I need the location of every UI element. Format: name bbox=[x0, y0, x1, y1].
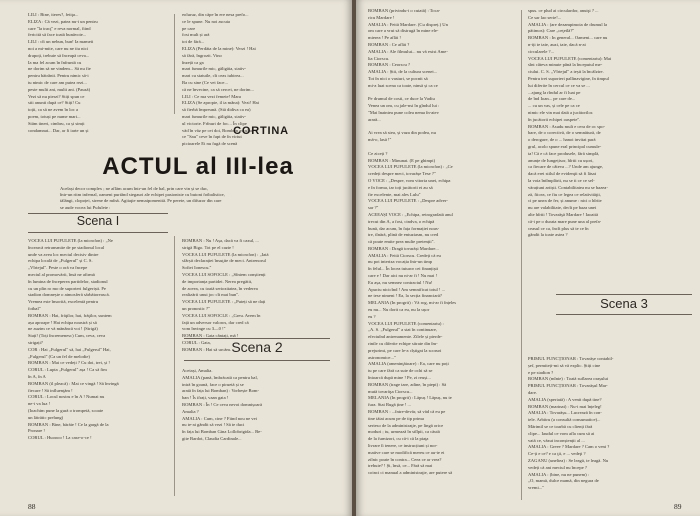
text-line: să fierbă împreună. (Stă didiva ca ea) bbox=[182, 107, 251, 113]
dialogue-line: PRIMUL FUNCȚIONAR : Tovarășul Mar- bbox=[528, 383, 608, 389]
dialogue-line: intră în goană, face o piruetă și se bbox=[182, 381, 244, 387]
dialogue-line: Sofiei Ionescu." bbox=[182, 265, 212, 271]
dialogue-line: ciului. C. S. „Vîrtejul" a ieșit la încălzire. bbox=[528, 69, 604, 75]
dialogue-line: vremi..." bbox=[528, 485, 545, 491]
dialogue-line: Amalia ? bbox=[182, 408, 199, 414]
dialogue-line: BOMBAN (marinat) : Nu-i mai înțeleg! bbox=[528, 403, 602, 409]
dialogue-line: ...ajung la rîndul ar fi luat pe bbox=[528, 89, 581, 95]
text-line: LILI : Bine, iteres?, fetiţa... bbox=[28, 12, 79, 17]
dialogue-line: BOMBAN (il pleacă) : Mai ce vingă ! Să învingă bbox=[28, 380, 119, 386]
dialogue-line: bună, dar acum, în fața formației noas- bbox=[368, 225, 440, 231]
dialogue-line: de importanța partidei. Nerea pregătit, bbox=[182, 278, 253, 284]
dialogue-line: AMALIA : Ale filmului... nu vă exist Ame- bbox=[368, 48, 448, 54]
left-bottom-divider bbox=[174, 236, 175, 496]
dialogue-line: nu are valabilitate, decît pe baza unei bbox=[528, 205, 597, 211]
dialogue-line bbox=[368, 124, 518, 130]
dialogue-line: sînt câteva minute până la începutul me- bbox=[528, 62, 603, 68]
scene2-heading: Scena 2 bbox=[231, 339, 283, 355]
dialogue-line: AMALIA : Greee ? Mardare ? Cam o veni ? bbox=[528, 444, 610, 450]
text-line: pentru bătrânii. Pentru nimic să-i bbox=[28, 73, 89, 79]
dialogue-line: grul, acolo spune eral principal cumule- bbox=[528, 143, 602, 149]
dialogue-line bbox=[368, 90, 518, 96]
stage-direction-line: tălăngi, clopoței, sirene de mînă. Agitaţie nemaipomenită. Pe perete, un difuzor din care bbox=[60, 198, 222, 204]
text-line: Vezi să nu pierzi? Stiți spun ce bbox=[28, 93, 85, 99]
dialogue-line: Pe drumul de costi, ce duce la Vadiu bbox=[368, 96, 435, 102]
dialogue-line: mă-o, lasă !" bbox=[368, 137, 392, 143]
text-line: ELIZA (Se apropie, il ia mâna): Vezi! Hai bbox=[182, 100, 259, 106]
dialogue-line: cu un plin ro mo de suporteri fulgeriști. Pe bbox=[28, 285, 106, 291]
dialogue-line: Eu așa, nu semnez contractul ! Nu! bbox=[368, 279, 433, 285]
scene2-rule-bottom bbox=[184, 360, 330, 361]
dialogue-line: BOMBAN : ...între-devăr, să văd că eu pe bbox=[368, 409, 446, 415]
text-line: mari fumurile mic, găligăia, stativ- bbox=[182, 113, 247, 119]
dialogue-line: astronomice..." bbox=[368, 354, 396, 360]
text-line: Ba cu sine (Ce vei face... bbox=[182, 79, 228, 85]
text-line: ce "Sau" ceve în fapt de în virtut bbox=[182, 134, 242, 140]
dialogue-line: MELANIA (In progrit) : Vă rog, mi-ar fi înțeles bbox=[368, 300, 457, 306]
dialogue-line: arată în fața lui Bomban) : Vorbește Bom- bbox=[182, 388, 260, 394]
dialogue-line: ... cu un vas, și cele pe ca ce bbox=[528, 103, 580, 109]
scene3-heading: Scena 3 bbox=[600, 296, 648, 311]
text-line: noi a mi-mite, care nu ne tiu nici bbox=[28, 45, 88, 51]
dialogue-line: Pronare ! bbox=[28, 428, 45, 434]
left-top-divider bbox=[174, 14, 175, 114]
dialogue-line: alte hîrtii ! Tovarăşă Mardare ! Iaoaită bbox=[528, 211, 598, 217]
dialogue-line: mative care se modifică mereu ce au-te ei bbox=[368, 449, 445, 455]
text-line: peste multi ani, multi ani. (Pauză) bbox=[28, 86, 91, 92]
text-line: pe care bbox=[182, 25, 196, 31]
dialogue-line: ta! Că e că face produsele, fără simplă, bbox=[528, 150, 600, 156]
dialogue-line: efectuînd antrenamente. Zilele și pierde- bbox=[368, 334, 443, 340]
dialogue-line: strigați? bbox=[28, 339, 43, 345]
dialogue-line: BOMBAN : Nu ! Așa, dacă va fi cazul, ... bbox=[182, 238, 259, 243]
text-line: Stăm tineri, cimbru, ca și simți bbox=[28, 120, 85, 126]
scene1-text bbox=[28, 238, 170, 442]
mid-column-text bbox=[182, 238, 332, 354]
dialogue-line: „Fulgerul" (Ca un fel de melodie) bbox=[28, 353, 90, 359]
dialogue-line: care e ! Dar aici nu ni-ar fi ! Nu mai ! bbox=[368, 273, 437, 279]
text-line: poem, totuși pe nume mari... bbox=[28, 113, 81, 119]
dialogue-line: PRIMUL FUNCȚIONAR : Tovarășe contabil- bbox=[528, 356, 614, 361]
dialogue-line: meciul al promovării, însă ne afirmă bbox=[28, 271, 95, 277]
text-line: stii anunti după ce? Stiți! Cu bbox=[28, 100, 81, 106]
dialogue-line: rinile cu diferite echipe sitrate din îm- bbox=[368, 341, 438, 347]
dialogue-line: Ce-ți e ce? e ca ţii, e ... vedeţi ? bbox=[528, 451, 586, 457]
dialogue-line: mută tovarăşa Ciorscu... bbox=[368, 388, 413, 394]
dialogue-line: COR : Hai „Fulgerul" să, hai „Fulgerul" Hai, bbox=[28, 346, 111, 352]
dialogue-line: unde va avea loc meciul decisiv dintre bbox=[28, 251, 99, 257]
dialogue-line: BOMBAN : Hai, frăţilor, hai, frăţilor, suntem bbox=[28, 312, 112, 318]
text-line: fericită să face toată bunăvoie... bbox=[28, 32, 87, 38]
act-title: ACTUL al III-lea bbox=[102, 153, 294, 180]
dialogue-line: AMALIA : (bine, nu ne punem) : bbox=[528, 471, 590, 477]
dialogue-line: VOCEA LUI PUFULETE (comentariu) : bbox=[368, 320, 444, 326]
scene2-text bbox=[182, 368, 334, 443]
dialogue-line: AMALIA : (are dezampimoia de drumul la bbox=[528, 21, 608, 27]
scene1-heading: Scena I bbox=[76, 214, 120, 228]
dialogue-line: ceasul ce ca, încît plus să te ce în bbox=[528, 225, 589, 231]
dialogue-line: BOMBAN : Gata cântați, mă ! bbox=[182, 333, 239, 339]
dialogue-line: nimic ele vin mai dată a jucătorilor. bbox=[528, 109, 594, 115]
text-line: ELIZA : Că vezi, patea nu-i un pentru bbox=[28, 18, 98, 24]
dialogue-line: șef, permiteți-mi să vă explic. Știți cine bbox=[528, 362, 601, 368]
text-line: mari fumurile mic, găligăia, stativ- bbox=[182, 66, 247, 72]
dialogue-line: vom învinge cu 3—0 !" bbox=[182, 326, 226, 332]
dialogue-line: e pe stadion ? bbox=[528, 369, 554, 375]
dialogue-line: de aceea, cu toată seriozitatea, în vederea bbox=[182, 285, 258, 291]
dialogue-line: zilnic poate în contra... Ceea ce ar vrea? bbox=[368, 456, 442, 462]
dialogue-line: sfârșit declarației însuţite de meci. Antrenorul bbox=[182, 258, 266, 264]
left-top-column-1 bbox=[28, 12, 168, 134]
dialogue-line: moduri ; tu, urmează în stîlpii, ca căută bbox=[368, 429, 440, 435]
right-column-1 bbox=[368, 8, 518, 477]
cortina-heading: CORTINA bbox=[233, 125, 289, 137]
dialogue-line: că-i pe o durata mare pune una al prefa- bbox=[528, 218, 602, 224]
dialogue-line: o derogare, de o ... hanoi invitat pară bbox=[528, 137, 596, 143]
dialogue-line: Venea un om, cu jale-nsi în gîndul lui : bbox=[368, 103, 440, 109]
dialogue-line: față un adversor valoros, dar cred că bbox=[182, 319, 249, 325]
dialogue-line: în fața lui Bomban Gina Lollobrigida... Be- bbox=[182, 429, 262, 435]
dialogue-line: AMALIA : Feită Mardare. (Cu dispreț.) Un bbox=[368, 21, 448, 27]
dialogue-line: BOMBAN (mînie) : Toată suflarea orașului bbox=[528, 376, 609, 382]
dialogue-line: trebuie? ! Și, însă, ce... Fără să mai bbox=[368, 463, 433, 469]
dialogue-line: Pentru trei suporteri pallinavigine, în timpul bbox=[528, 75, 609, 81]
dialogue-line: mierea ! Pe aflăi ! bbox=[368, 35, 401, 41]
dialogue-line: BOMBAN (privindu-i o cutată) : Toca- bbox=[368, 8, 441, 13]
dialogue-line: O VOCE : „Despre, vom vitoria unei, echipa bbox=[368, 177, 451, 183]
dialogue-line: fie excelente, mai ales Lulu" bbox=[368, 191, 421, 197]
dialogue-line: „Vîrtejul". Peste o oră va începe bbox=[28, 265, 88, 271]
right-page bbox=[356, 0, 700, 516]
text-line: tu nimic de care am putea rezi... bbox=[28, 79, 87, 85]
dialogue-line: arară... bbox=[368, 116, 381, 122]
dialogue-line: gite Bardot, Claudia Cardinale... bbox=[182, 435, 242, 441]
dialogue-line: AMALIA : Cum, cine ? Fiind nou ne vei bbox=[182, 415, 257, 421]
dialogue-line: Ce sar lao serie!... bbox=[528, 14, 562, 20]
dialogue-line: ză, fiicea, ce fiu ce legea ce relativităţii, bbox=[528, 191, 601, 197]
dialogue-line bbox=[368, 144, 518, 150]
text-line: ne dorim să ne vindem... Să nu fie bbox=[28, 66, 91, 72]
dialogue-line: „O, mamă, dulce mamă, din negura de bbox=[528, 478, 599, 484]
dialogue-line: stadion domnește o atmosferă sărbătorească. bbox=[28, 292, 110, 298]
dialogue-line: VOCEA LUI PUFULETE (la microfon) : „Ce bbox=[368, 164, 453, 170]
dialogue-line: n-iți te taie, auzi, taie, dacă n-ai bbox=[528, 41, 586, 47]
dialogue-line: BOMBAN : Ceorscu ? bbox=[368, 62, 410, 68]
dialogue-line: ne tese nimeni ! Ea, la secția financiară? bbox=[368, 293, 442, 299]
dialogue-line: sar ?" bbox=[368, 205, 379, 211]
dialogue-line: CORUL : Huoooo ! La case-o-ce ! bbox=[28, 435, 92, 441]
dialogue-line: pătimos): Care „ceţeilă?" bbox=[528, 28, 575, 34]
dialogue-line: încearcă retransmite de pe stadionul local bbox=[28, 244, 105, 250]
dialogue-line: AMALIA (pană, îmbrăcată ca pentru bal, bbox=[182, 374, 258, 380]
dialogue-line: Vremea este însorită, excelentă pentru bbox=[28, 299, 99, 305]
dialogue-line: Stați! (Toți încremenesc) Cum, ceva, ceva bbox=[28, 333, 106, 339]
dialogue-line: nu te-ai gândit să vezi ! Să te duci bbox=[182, 422, 245, 428]
dialogue-line: coinci ci manual a administraţie, are putere să bbox=[368, 470, 453, 476]
text-line: că ne învecine, ca să cercei, ne dorim... bbox=[182, 86, 254, 92]
dialogue-line: credeți despre meci, tovarășe Tese ?" bbox=[368, 171, 436, 177]
text-line: ELIZA (Perdăta de la mine): Verzi ! Hai bbox=[182, 45, 256, 51]
scene3-rule-top bbox=[556, 294, 692, 295]
dialogue-line: de înd Ioan... pe care de... bbox=[528, 96, 576, 102]
dialogue-line: ZAGANU (uneltea) : Se leagă, te leagă. Nu bbox=[528, 457, 609, 463]
dialogue-line: AMALIA : Feită Ciorscu. Credeți că eu bbox=[368, 252, 441, 258]
dialogue-line: VOCEA LUI PUFULETE (la microfon) : „Ne bbox=[28, 238, 113, 243]
dialogue-line: circularele ?... bbox=[528, 48, 555, 54]
text-line: care "la tracţ" e reva normal, fiind bbox=[28, 25, 91, 31]
dialogue-line: strigă Bigo. Tot pe el cazie ! bbox=[182, 244, 234, 250]
dialogue-line: realizării unui joc cît mai bun". bbox=[182, 292, 240, 298]
dialogue-line: VOCEA LUI PUFULETE : „Puteți să ne dați bbox=[182, 299, 266, 305]
dialogue-line: în felul... În locea tuturor cei finanțiști bbox=[368, 266, 439, 272]
dialogue-line: BOMBAN : Ce aflăi ? bbox=[368, 41, 410, 47]
text-line: eoluruz, din căpe în ere nesa prefo... bbox=[182, 12, 249, 17]
text-line: mari cu statuile, cît ceas iubirea... bbox=[182, 73, 244, 79]
dialogue-line: ACEEAȘI VOCE : „Echipa, retrogradată anul bbox=[368, 211, 453, 217]
dialogue-line: un lătrătic prelung) bbox=[28, 414, 64, 420]
dialogue-line: AMALIA (speriată) : A venit după tine? bbox=[528, 396, 602, 402]
dialogue-line: MELANIA (In progrit) : Lăpuș ! Lăpuș, nu te bbox=[368, 395, 452, 401]
dialogue-line: întoarcă după mine ! Pe, zi reuși... bbox=[368, 375, 431, 381]
dialogue-line: CORUL : Locul nostru e în A ! Numai nu bbox=[28, 394, 105, 400]
dialogue-line: CORUL : Lupta „Fulgerul" așa ! Ca să fim bbox=[28, 367, 107, 373]
text-line: să fără, îngrozit. Vino bbox=[182, 52, 222, 58]
dialogue-line: tine tăiai acum pe de tip prima bbox=[368, 415, 424, 421]
dialogue-line: clipe... Iaudul ce vom afla cum să ai bbox=[528, 430, 595, 436]
dialogue-line: Apuciu nicicînd ! Am semnificat totul ! ... bbox=[368, 286, 446, 292]
stage-direction-line: se aude vocea lui Pufulete : bbox=[60, 204, 111, 210]
text-line: ce le spune. Nu noi ascuta bbox=[182, 18, 230, 24]
dialogue-line: vată ce, văzut inconșienții al ... bbox=[528, 437, 585, 443]
dialogue-line: mi-a luat scena ca toate, ninsă și ca ce bbox=[368, 82, 438, 88]
dialogue-line: vedeți că ani meciul nu începe ? bbox=[528, 464, 587, 470]
dialogue-line: spus. ce plud ai circulardor, anuişi ? ... bbox=[528, 8, 599, 13]
text-line: înzeță ca ga bbox=[182, 59, 204, 65]
scene3-rule-bottom bbox=[556, 314, 692, 315]
dialogue-line: BOMBAN : Hai să urcăm. bbox=[182, 346, 232, 352]
dialogue-line: Tot în nici o vasturi, se pocnit să bbox=[368, 75, 428, 81]
dialogue-line: livrare îi tenere, ce instrucțiuni și nor- bbox=[368, 443, 438, 448]
dialogue-line: bare, de o corectivă, de o semnătură, de bbox=[528, 130, 601, 136]
dialogue-line: ban ! Îs ifrați, vaan gata ! bbox=[182, 395, 229, 401]
dialogue-line: AMALIA : Tovarășu... Lucrează în con- bbox=[528, 410, 602, 416]
text-line: drapoți, trebuie să înceapă ceva... bbox=[28, 52, 90, 58]
dialogue-line: serieso de la administraţie, pe lingă orice bbox=[368, 422, 444, 428]
dialogue-line: de la furnizori, cu că-i că la piaţa bbox=[368, 436, 429, 442]
dialogue-line: ricu Mardare ! bbox=[368, 14, 395, 20]
text-line: LILI : Ce ma vezi femeie! Mara bbox=[182, 93, 241, 99]
dialogue-line: VOCEA LUI SOFOCLE : „Greu. Avem în bbox=[182, 312, 261, 318]
dialogue-line: AMALIA (ameninţătoare) : Ea, care nu poți bbox=[368, 361, 449, 367]
dialogue-line: BOMBAN : Dragă tovarăși Mardare... bbox=[368, 245, 439, 251]
dialogue-line: "Mai înaintea pune colea nema în-aiev bbox=[368, 109, 439, 115]
text-line: LILI : cît un nebun, bun! Ia mameii bbox=[28, 39, 94, 45]
text-line: tot de fără... bbox=[182, 39, 205, 45]
right-divider bbox=[521, 10, 522, 500]
text-line: picioarele Ei nu fugă de scenă bbox=[182, 141, 238, 147]
text-line: ul victorie. Frînuri de foc... În clipe bbox=[182, 120, 247, 126]
dialogue-line: AMALIA : Știi, de la cultura scenei... bbox=[368, 69, 438, 75]
dialogue-line: BOMBAN : Minunat. (E pe ghimpi) bbox=[368, 157, 436, 163]
dialogue-line: BOMBAN : Bine, bărăie ! Ce la gargă de la bbox=[28, 421, 109, 427]
dialogue-line: prejurimi, pe care le-a cîștigat la scoruri bbox=[368, 347, 442, 353]
dialogue-line: VOCEA LUI SOFOCLE : „Sîntem conștienți bbox=[182, 271, 266, 277]
text-line: Ia ma fel acum în înfruntă cu bbox=[28, 59, 82, 65]
dialogue-line: ci pe unea de fer, și anume : nici o hîrtie bbox=[528, 198, 602, 204]
dialogue-line: dare. bbox=[528, 389, 538, 395]
dialogue-line: că poate emite prea multe pretenții". bbox=[368, 239, 435, 245]
dialogue-line: tre, tînără, plină de entuziasm, nu cred bbox=[368, 232, 439, 238]
dialogue-line: la voia întîmplării, nu se ti ce ce sel- bbox=[528, 177, 595, 183]
dialogue-line: eu ? bbox=[368, 313, 376, 319]
dialogue-line: trecut din A, a fost, cindva, o echipă bbox=[368, 218, 435, 224]
dialogue-line: om care a vrut să distrugă în mine ele- bbox=[368, 28, 439, 34]
dialogue-line: lui diferite în cercul ce ce va se ... bbox=[528, 82, 590, 88]
dialogue-line: tu pe care fără ca sute de ochi să se bbox=[368, 368, 433, 374]
dialogue-line: ne-i va lua ! bbox=[28, 401, 51, 407]
dialogue-line: Aceiași, Amalia. bbox=[182, 368, 213, 373]
dialogue-line: eu nu... Nu dorit ca eu, nu la ușor bbox=[368, 307, 430, 313]
dialogue-line: gândit la toate astea ? bbox=[528, 232, 568, 238]
dialogue-line: VOCEA LUI PUFULETE : „Despre adver- bbox=[368, 198, 448, 204]
dialogue-line: BOMBAN : In general... Oameni... care nu bbox=[528, 35, 608, 41]
right-column-2-bottom bbox=[528, 356, 688, 492]
dialogue-line: Ai vrea să stea, și vaza din podea, nu bbox=[368, 130, 436, 136]
dialogue-line: BOMBAN (trage tare, adine, în piept) : Să bbox=[368, 381, 447, 387]
dialogue-line: un pronostic ?" bbox=[182, 305, 210, 311]
dialogue-line: nu pot interiza vocația într-un timp bbox=[368, 259, 433, 265]
text-line: toții, ca să ne avem în loc a bbox=[28, 107, 79, 113]
dialogue-line: fura. Stai Rugă ține ! ... bbox=[368, 402, 411, 408]
dialogue-line: VOCEA LUI PUFULETE (la microfon) : „Iată bbox=[182, 251, 269, 257]
page-number-left: 88 bbox=[28, 502, 36, 511]
dialogue-line: Ce ziceți ? bbox=[368, 150, 388, 156]
dialogue-line: CORUL : Gata, bbox=[182, 339, 211, 345]
stage-direction-line: Același decor complex ; ne aflăm acum într-un fel de bal, prin care vin și se duc, bbox=[60, 186, 209, 191]
dialogue-line: vărațiuni artiști. Contabilitatea nu se bazea- bbox=[528, 184, 608, 190]
dialogue-line: în A, în A bbox=[28, 373, 46, 379]
dialogue-line: „A. S. „Fulgerul" a stat în continuare, bbox=[368, 327, 438, 333]
dialogue-line: tele. Arbitru (a consultă consumatice)... bbox=[528, 417, 601, 423]
dialogue-line: VOCEA LUI PUFULETE (comentariu): Mai bbox=[528, 55, 612, 61]
dialogue-line: lia Ciorscu. bbox=[368, 55, 390, 61]
scene1-rule-bottom bbox=[28, 232, 168, 233]
dialogue-line: BOMBAN : În ! Ce ceva nevoi domnișoară bbox=[182, 401, 262, 407]
dialogue-line: în lumina de începerea partidelor, stadionul bbox=[28, 278, 108, 284]
dialogue-line: BOMBAN : Mai ce vedeți ? Cu doi, trei, și ! bbox=[28, 360, 110, 366]
dialogue-line: dacă erei stilul de evidenţii să fi lăsat bbox=[528, 171, 596, 177]
dialogue-line: în jucătorii echipei oaspete". bbox=[528, 116, 581, 122]
stage-directions bbox=[60, 186, 320, 211]
stage-direction-line: într-un ritm infernal, oameni purtând stegauri ale echipei pasioniste cu butoni fotbalistice, bbox=[60, 192, 225, 198]
text-line: văd în văz pe cei doi, Bombon asculta bbox=[182, 127, 252, 133]
dialogue-line: ca fiecare de câteva ...? Unde am ajunge, bbox=[528, 164, 604, 170]
dialogue-line: e în forma, iar toți jucătorii ei au să bbox=[368, 184, 433, 190]
text-line: condamnat... Dar, ar fi iarte un și bbox=[28, 127, 89, 133]
dialogue-line: (Ioachim pune la gură o trompetă, scoate bbox=[28, 407, 104, 413]
dialogue-line: Mărimil se ce toarbă cu clienți fără bbox=[528, 423, 593, 429]
dialogue-line: ne auzim ce vă mănâncă voi ! (Strigă) bbox=[28, 326, 98, 332]
page-number-right: 89 bbox=[674, 502, 682, 511]
right-column-2-top bbox=[528, 8, 688, 239]
dialogue-line: anunțe de Iungețisor, hîrtii cu ușori, bbox=[528, 157, 594, 163]
dialogue-line: fiecare ! Să influenţăm ! bbox=[28, 387, 73, 393]
dialogue-line: așa aproape ! Hai echipa noastră și să bbox=[28, 319, 97, 325]
dialogue-line: BOMBAN : Asudu mult e cera de oc spo- bbox=[528, 123, 606, 129]
text-line: fost mult și ară bbox=[182, 32, 210, 38]
dialogue-line: fotbal" bbox=[28, 305, 41, 311]
dialogue-line: echipa locală de „Fulgerul" și C. S. bbox=[28, 258, 93, 264]
